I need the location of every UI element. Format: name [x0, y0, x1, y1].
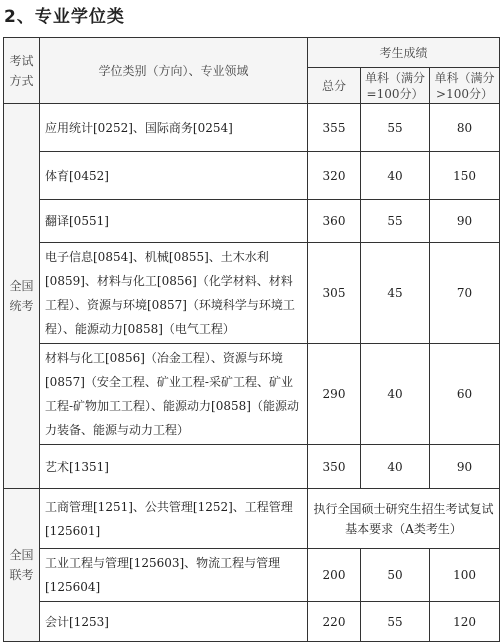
- row-single-over-100: 70: [430, 243, 500, 344]
- row-single-over-100: 80: [430, 104, 500, 152]
- table-row: [4, 602, 500, 642]
- row-single-over-100: 120: [430, 602, 500, 642]
- header-row: [4, 38, 500, 68]
- row-single-over-100: 90: [430, 445, 500, 489]
- row-field: 艺术[1351]: [40, 445, 308, 489]
- header-score-group: 考生成绩: [308, 38, 500, 68]
- table-row: [4, 445, 500, 489]
- row-field: 翻译[0551]: [40, 200, 308, 243]
- row-single-over-100: 60: [430, 344, 500, 445]
- header-single-over-100: 单科（满分>100分）: [430, 68, 500, 104]
- row-field: 工商管理[1251]、公共管理[1252]、工程管理[125601]: [40, 489, 308, 549]
- row-single-100: 50: [361, 549, 430, 602]
- row-field: 工业工程与管理[125603]、物流工程与管理[125604]: [40, 549, 308, 602]
- table-row: [4, 152, 500, 200]
- row-single-over-100: 100: [430, 549, 500, 602]
- row-field: 材料与化工[0856]（冶金工程）、资源与环境[0857]（安全工程、矿业工程-采矿工程、矿业工程-矿物加工工程）、能源动力[0858]（能源动力装备、能源与动力工程）: [40, 344, 308, 445]
- row-total: 360: [308, 200, 361, 243]
- row-single-over-100: 150: [430, 152, 500, 200]
- row-field: 体育[0452]: [40, 152, 308, 200]
- row-note: 执行全国硕士研究生招生考试复试基本要求（A类考生）: [308, 489, 500, 549]
- row-total: 200: [308, 549, 361, 602]
- group-label-national-exam: 全国统考: [4, 104, 40, 489]
- header-degree-category: 学位类别（方向）、专业领域: [40, 38, 308, 104]
- table-row: [4, 104, 500, 152]
- row-total: 350: [308, 445, 361, 489]
- row-single-100: 40: [361, 445, 430, 489]
- table-row: [4, 344, 500, 445]
- score-table: [3, 37, 500, 642]
- table-row: [4, 549, 500, 602]
- row-total: 220: [308, 602, 361, 642]
- row-field: 会计[1253]: [40, 602, 308, 642]
- section-heading: 2、专业学位类: [4, 7, 125, 27]
- group-label-joint-exam: 全国联考: [4, 489, 40, 642]
- row-single-100: 40: [361, 344, 430, 445]
- row-field: 应用统计[0252]、国际商务[0254]: [40, 104, 308, 152]
- row-total: 290: [308, 344, 361, 445]
- header-single-100: 单科（满分=100分）: [361, 68, 430, 104]
- row-single-100: 55: [361, 602, 430, 642]
- row-single-100: 45: [361, 243, 430, 344]
- header-exam-method: 考试方式: [4, 38, 40, 104]
- row-single-100: 55: [361, 200, 430, 243]
- row-total: 305: [308, 243, 361, 344]
- row-single-100: 55: [361, 104, 430, 152]
- row-field: 电子信息[0854]、机械[0855]、土木水利[0859]、材料与化工[0856]（化学材料、材料工程）、资源与环境[0857]（环境科学与环境工程）、能源动力[0858]（电气工程）: [40, 243, 308, 344]
- header-total: 总分: [308, 68, 361, 104]
- row-total: 355: [308, 104, 361, 152]
- table-row: [4, 200, 500, 243]
- row-single-100: 40: [361, 152, 430, 200]
- table-row: [4, 489, 500, 549]
- table-row: [4, 243, 500, 344]
- row-total: 320: [308, 152, 361, 200]
- row-single-over-100: 90: [430, 200, 500, 243]
